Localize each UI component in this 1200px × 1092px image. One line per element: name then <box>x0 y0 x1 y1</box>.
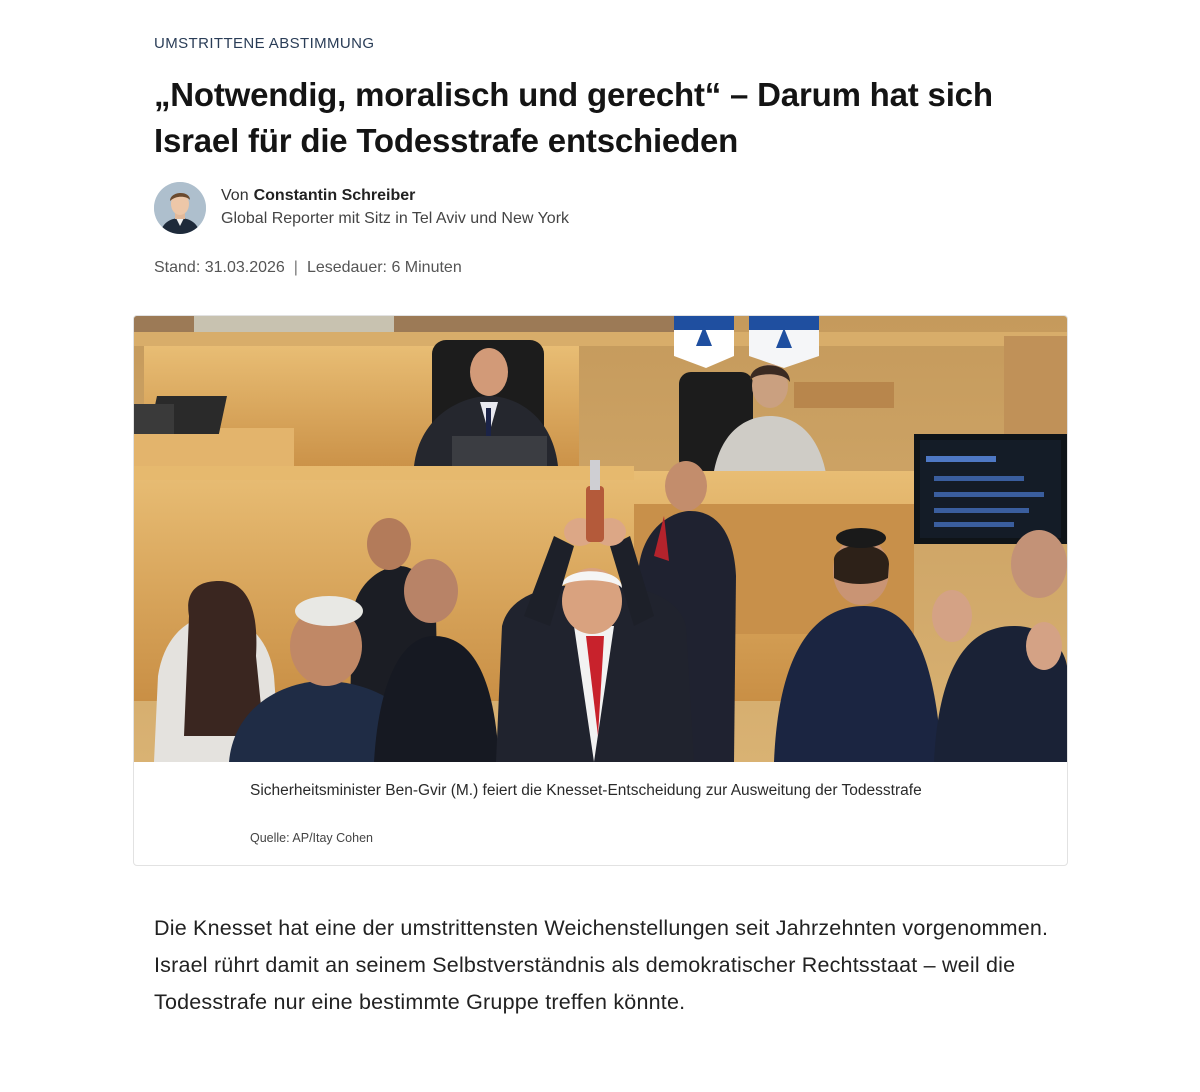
meta-separator: | <box>293 259 298 276</box>
article-headline: „Notwendig, moralisch und gerecht“ – Darum hat sich Israel für die Todesstrafe entschieden <box>154 76 993 159</box>
article-lead: Die Knesset hat eine der umstrittensten Weichenstellungen seit Jahrzehnten vorgenommen. Israel rührt damit an seinem Selbstverständnis als demokratischer Rechtsstaat – weil die Todesstrafe nur eine bestimmte Gruppe treffen könnte. <box>154 916 1049 1014</box>
author-prefix: Von <box>221 187 249 204</box>
article-figure <box>133 315 1068 866</box>
author-avatar[interactable] <box>154 182 206 234</box>
article-photo[interactable] <box>134 316 1067 762</box>
author-portrait-image <box>154 182 206 234</box>
article-kicker: UMSTRITTENE ABSTIMMUNG <box>154 35 375 52</box>
figure-caption: Sicherheitsminister Ben-Gvir (M.) feiert die Knesset-Entscheidung zur Ausweitung der Todesstrafe <box>250 782 922 799</box>
figure-credit: Quelle: AP/Itay Cohen <box>250 831 373 845</box>
author-name-link[interactable]: Constantin Schreiber <box>253 187 416 204</box>
article-meta <box>154 259 462 277</box>
reading-time: Lesedauer: 6 Minuten <box>306 259 462 276</box>
author-role: Global Reporter mit Sitz in Tel Aviv und New York <box>221 210 570 227</box>
article-date: Stand: 31.03.2026 <box>154 259 285 276</box>
